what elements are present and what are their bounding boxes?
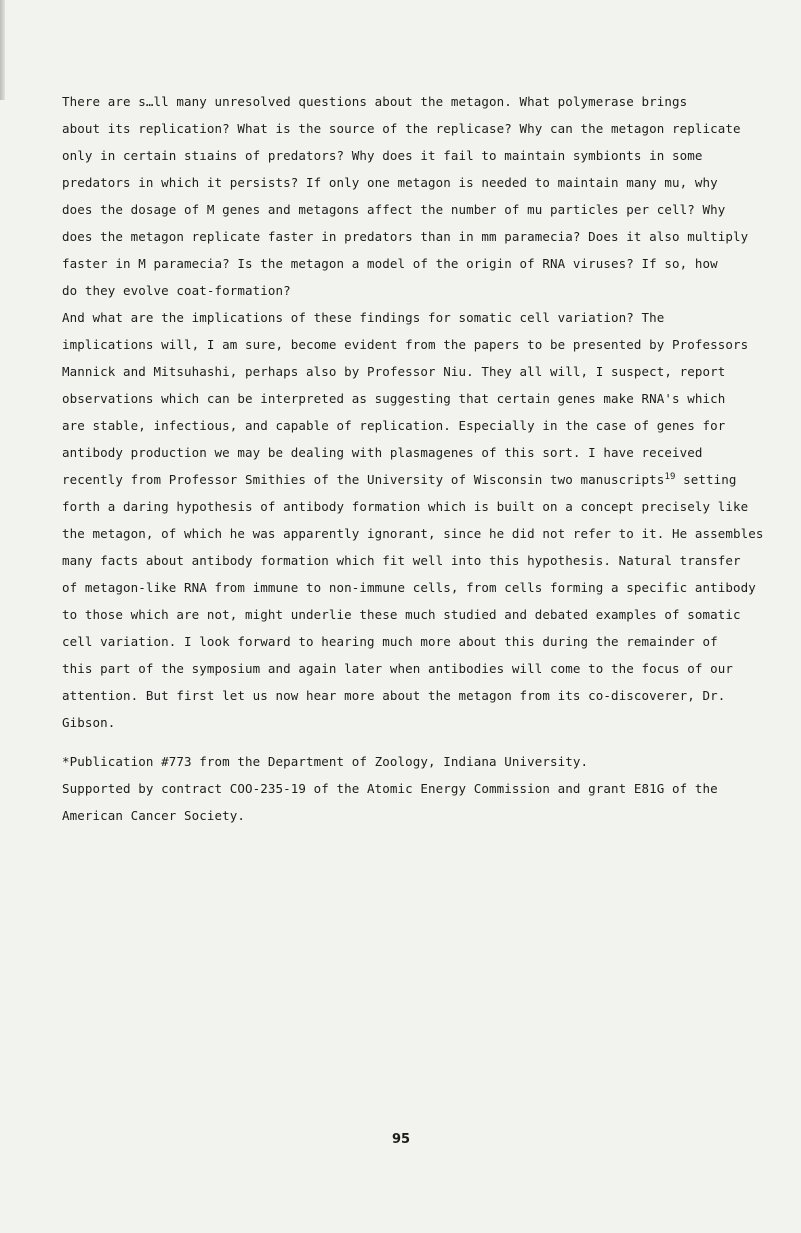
text-line-with-citation [62, 466, 742, 493]
text-line: cell variation. I look forward to hearing much more about this during the remainder of [62, 634, 718, 649]
text-line: forth a daring hypothesis of antibody formation which is built on a concept precisely like [62, 499, 749, 514]
text-line: observations which can be interpreted as suggesting that certain genes make RNA's which [62, 391, 726, 406]
text-line: do they evolve coat-formation? [62, 283, 291, 298]
body-text [62, 88, 764, 829]
text-line: only in certain stıains of predators? Why does it fail to maintain symbionts in some [62, 148, 703, 163]
footnote-gap [62, 736, 742, 748]
citation-text-after: setting [675, 472, 737, 487]
citation-superscript: 19 [664, 472, 676, 482]
text-line: Mannick and Mitsuhashi, perhaps also by Professor Niu. They all will, I suspect, report [62, 364, 726, 379]
footnote-line: *Publication #773 from the Department of Zoology, Indiana University. [62, 754, 589, 769]
text-line: predators in which it persists? If only one metagon is needed to maintain many mu, why [62, 175, 718, 190]
text-line: to those which are not, might underlie these much studied and debated examples of somatic [62, 607, 741, 622]
footnote-line: American Cancer Society. [62, 808, 246, 823]
text-line: Gibson. [62, 715, 116, 730]
text-line: faster in M paramecia? Is the metagon a model of the origin of RNA viruses? If so, how [62, 256, 718, 271]
text-line: about its replication? What is the source of the replicase? Why can the metagon replicate [62, 121, 741, 136]
text-line: of metagon-like RNA from immune to non-immune cells, from cells forming a specific antibody [62, 580, 756, 595]
text-line: antibody production we may be dealing with plasmagenes of this sort. I have received [62, 445, 703, 460]
text-line: And what are the implications of these findings for somatic cell variation? The [62, 310, 665, 325]
text-line: does the metagon replicate faster in predators than in mm paramecia? Does it also multiply [62, 229, 749, 244]
page-number: 95 [392, 1132, 411, 1147]
text-line: does the dosage of M genes and metagons affect the number of mu particles per cell? Why [62, 202, 726, 217]
text-line: the metagon, of which he was apparently ignorant, since he did not refer to it. He assembles [62, 526, 764, 541]
page-edge-shadow [0, 0, 5, 100]
text-line: are stable, infectious, and capable of replication. Especially in the case of genes for [62, 418, 726, 433]
text-line: There are s…ll many unresolved questions about the metagon. What polymerase brings [62, 94, 688, 109]
text-line: many facts about antibody formation which fit well into this hypothesis. Natural transfer [62, 553, 741, 568]
text-line: this part of the symposium and again later when antibodies will come to the focus of our [62, 661, 734, 676]
text-line: implications will, I am sure, become evident from the papers to be presented by Professors [62, 337, 749, 352]
citation-text-before: recently from Professor Smithies of the University of Wisconsin two manuscripts [62, 472, 665, 487]
footnote-line: Supported by contract COO-235-19 of the Atomic Energy Commission and grant E81G of the [62, 781, 718, 796]
text-line: attention. But first let us now hear more about the metagon from its co-discoverer, Dr. [62, 688, 726, 703]
